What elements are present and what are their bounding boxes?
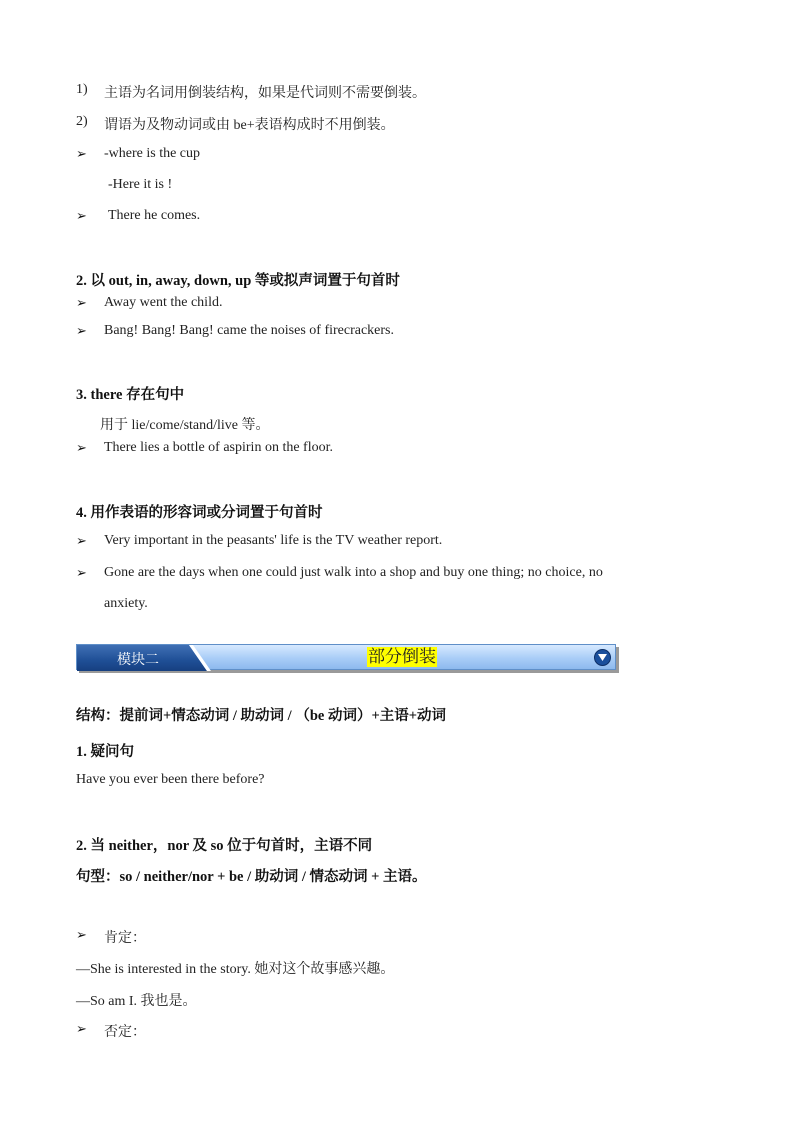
section-heading: 1. 疑问句 (76, 744, 134, 760)
example-text: Have you ever been there before? (76, 772, 265, 787)
rule-2-text: 谓语为及物动词或由 be+表语构成时不用倒装。 (104, 118, 395, 133)
rule-1-number: 1) (76, 82, 88, 97)
bullet-arrow-icon: ➢ (76, 440, 87, 455)
example-text: There he comes. (108, 208, 201, 223)
example-text: Away went the child. (104, 295, 223, 310)
negative-label: 否定： (104, 1025, 146, 1040)
pattern-heading: 句型：so / neither/nor + be / 助动词 / 情态动词 + 主语。 (76, 869, 427, 885)
example-text: -Here it is ! (108, 177, 173, 192)
bullet-arrow-icon: ➢ (76, 565, 87, 580)
module-banner (76, 644, 618, 672)
positive-label: 肯定： (104, 931, 146, 946)
rule-2-number: 2) (76, 114, 88, 129)
section-heading: 2. 当 neither，nor 及 so 位于句首时，主语不同 (76, 838, 373, 854)
rule-1 (76, 82, 88, 98)
bullet-arrow-icon: ➢ (76, 295, 87, 310)
bullet-arrow-icon: ➢ (76, 1021, 87, 1036)
bullet-arrow-icon: ➢ (76, 533, 87, 548)
bullet-arrow-icon: ➢ (76, 927, 87, 942)
example-text: —She is interested in the story. 她对这个故事感兴趣。 (76, 962, 395, 977)
banner-bar (76, 644, 616, 670)
chevron-down-icon-shape (598, 654, 607, 661)
section-heading: 3. there 存在句中 (76, 387, 185, 403)
example-text: Very important in the peasants' life is the TV weather report. (104, 533, 443, 548)
example-text: Gone are the days when one could just walk into a shop and buy one thing; no choice, no (104, 565, 603, 580)
chevron-down-icon[interactable] (594, 649, 611, 666)
example-text: Bang! Bang! Bang! came the noises of firecrackers. (104, 323, 394, 338)
bullet-arrow-icon: ➢ (76, 208, 87, 223)
note-text: 用于 lie/come/stand/live 等。 (100, 418, 270, 433)
example-text: There lies a bottle of aspirin on the floor. (104, 440, 333, 455)
bullet-arrow-icon: ➢ (76, 323, 87, 338)
banner-title: 部分倒装 (368, 647, 436, 667)
rule-1-text: 主语为名词用倒装结构，如果是代词则不需要倒装。 (104, 86, 426, 101)
rule-2 (76, 114, 88, 130)
example-text: -where is the cup (104, 146, 201, 161)
bullet-arrow-icon: ➢ (76, 146, 87, 161)
banner-tab-label: 模块二 (117, 652, 159, 668)
section-heading: 2. 以 out, in, away, down, up 等或拟声词置于句首时 (76, 273, 400, 289)
section-heading: 4. 用作表语的形容词或分词置于句首时 (76, 505, 323, 521)
example-text: anxiety. (104, 596, 148, 611)
structure-heading: 结构：提前词+情态动词 / 助动词 / （be 动词）+主语+动词 (76, 708, 446, 724)
example-text: —So am I. 我也是。 (76, 994, 197, 1009)
